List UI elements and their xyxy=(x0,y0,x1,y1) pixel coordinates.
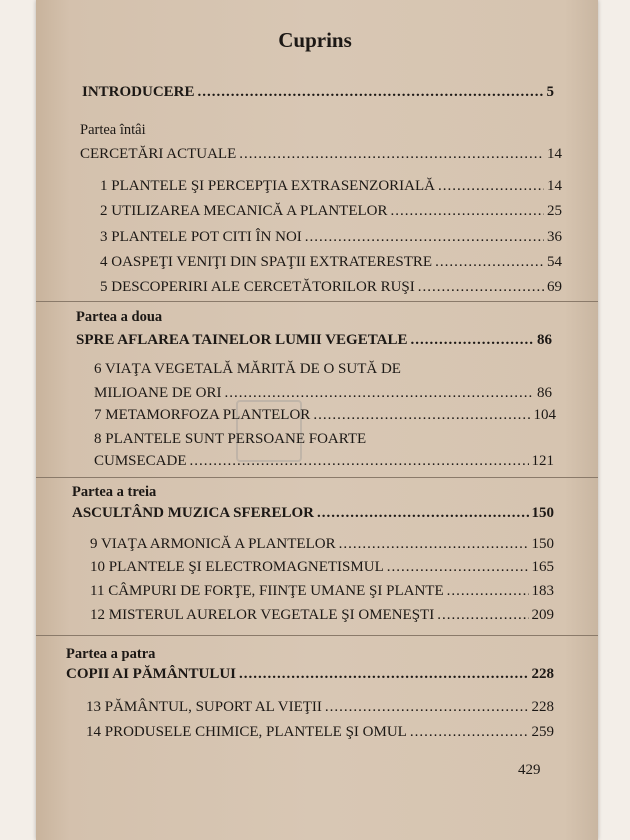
part-heading-row xyxy=(76,331,552,349)
part-label: Partea a doua xyxy=(76,309,163,325)
leader-dots xyxy=(239,665,528,683)
leader-dots xyxy=(387,558,529,576)
chapter-title: 14 PRODUSELE CHIMICE, PLANTELE ŞI OMUL xyxy=(86,724,407,740)
chapter-page: 25 xyxy=(547,203,562,219)
chapter-entry xyxy=(86,723,554,741)
toc-entry-page: 5 xyxy=(546,84,554,100)
chapter-title-line1: 6 VIAŢA VEGETALĂ MĂRITĂ DE O SUTĂ DE xyxy=(94,361,401,377)
chapter-entry xyxy=(90,558,554,576)
part-heading-row xyxy=(80,145,562,163)
leader-dots xyxy=(437,606,528,624)
chapter-entry xyxy=(94,406,556,424)
leader-dots xyxy=(410,723,529,741)
part-heading: SPRE AFLAREA TAINELOR LUMII VEGETALE xyxy=(76,332,408,348)
leader-dots xyxy=(325,698,529,716)
chapter-title: CUMSECADE xyxy=(94,453,187,469)
page-title: Cuprins xyxy=(278,28,352,52)
chapter-entry xyxy=(100,202,562,220)
chapter-page: 54 xyxy=(547,254,562,270)
part-heading: ASCULTÂND MUZICA SFERELOR xyxy=(72,505,314,521)
leader-dots xyxy=(418,278,544,296)
chapter-title: 2 UTILIZAREA MECANICĂ A PLANTELOR xyxy=(100,203,388,219)
chapter-page: 86 xyxy=(537,385,552,401)
chapter-title: 1 PLANTELE ŞI PERCEPŢIA EXTRASENZORIALĂ xyxy=(100,178,435,194)
chapter-page: 14 xyxy=(547,178,562,194)
leader-dots xyxy=(198,83,544,101)
chapter-entry xyxy=(90,606,554,624)
leader-dots xyxy=(224,384,534,402)
chapter-page: 228 xyxy=(531,699,554,715)
chapter-title: 5 DESCOPERIRI ALE CERCETĂTORILOR RUŞI xyxy=(100,279,415,295)
part-label: Partea a patra xyxy=(66,646,156,662)
part-heading-row xyxy=(72,504,554,522)
leader-dots xyxy=(410,331,534,349)
part-page: 150 xyxy=(531,505,554,521)
part-heading: COPII AI PĂMÂNTULUI xyxy=(66,666,237,682)
page-number: 429 xyxy=(518,762,541,778)
chapter-title-line1: 8 PLANTELE SUNT PERSOANE FOARTE xyxy=(94,431,367,447)
chapter-page: 150 xyxy=(531,536,554,552)
chapter-entry xyxy=(94,452,554,470)
leader-dots xyxy=(438,177,544,195)
chapter-page: 259 xyxy=(531,724,554,740)
part-label: Partea întâi xyxy=(80,122,146,138)
chapter-entry xyxy=(100,253,562,271)
section-divider xyxy=(36,301,598,302)
chapter-page: 183 xyxy=(531,583,554,599)
part-heading: CERCETĂRI ACTUALE xyxy=(80,146,237,162)
chapter-entry xyxy=(90,535,554,553)
chapter-page: 209 xyxy=(531,607,554,623)
chapter-title: 10 PLANTELE ŞI ELECTROMAGNETISMUL xyxy=(90,559,384,575)
section-divider xyxy=(36,635,598,636)
chapter-title: 7 METAMORFOZA PLANTELOR xyxy=(94,407,311,423)
toc-entry-introducere xyxy=(82,83,554,101)
chapter-page: 121 xyxy=(531,453,554,469)
leader-dots xyxy=(313,406,530,424)
leader-dots xyxy=(391,202,545,220)
chapter-title: 3 PLANTELE POT CITI ÎN NOI xyxy=(100,229,302,245)
chapter-entry xyxy=(94,384,552,402)
chapter-page: 165 xyxy=(531,559,554,575)
leader-dots xyxy=(435,253,544,271)
chapter-entry xyxy=(100,278,562,296)
chapter-page: 69 xyxy=(547,279,562,295)
leader-dots xyxy=(190,452,529,470)
part-page: 228 xyxy=(531,666,554,682)
part-label: Partea a treia xyxy=(72,484,157,500)
section-divider xyxy=(36,477,598,478)
part-heading-row xyxy=(66,665,554,683)
chapter-title: MILIOANE DE ORI xyxy=(94,385,222,401)
leader-dots xyxy=(305,228,544,246)
chapter-title: 11 CÂMPURI DE FORŢE, FIINŢE UMANE ŞI PLANTE xyxy=(90,583,444,599)
chapter-entry xyxy=(100,177,562,195)
chapter-title: 9 VIAŢA ARMONICĂ A PLANTELOR xyxy=(90,536,336,552)
chapter-title: 13 PĂMÂNTUL, SUPORT AL VIEŢII xyxy=(86,699,322,715)
leader-dots xyxy=(339,535,529,553)
part-page: 14 xyxy=(547,146,562,162)
chapter-page: 36 xyxy=(547,229,562,245)
chapter-entry xyxy=(86,698,554,716)
chapter-entry xyxy=(90,582,554,600)
chapter-title: 4 OASPEŢI VENIŢI DIN SPAŢII EXTRATERESTRE xyxy=(100,254,433,270)
leader-dots xyxy=(239,145,544,163)
part-page: 86 xyxy=(537,332,552,348)
leader-dots xyxy=(317,504,529,522)
leader-dots xyxy=(447,582,529,600)
chapter-entry xyxy=(100,228,562,246)
chapter-title: 12 MISTERUL AURELOR VEGETALE ŞI OMENEŞTI xyxy=(90,607,435,623)
toc-entry-label: INTRODUCERE xyxy=(82,84,195,100)
chapter-page: 104 xyxy=(533,407,556,423)
